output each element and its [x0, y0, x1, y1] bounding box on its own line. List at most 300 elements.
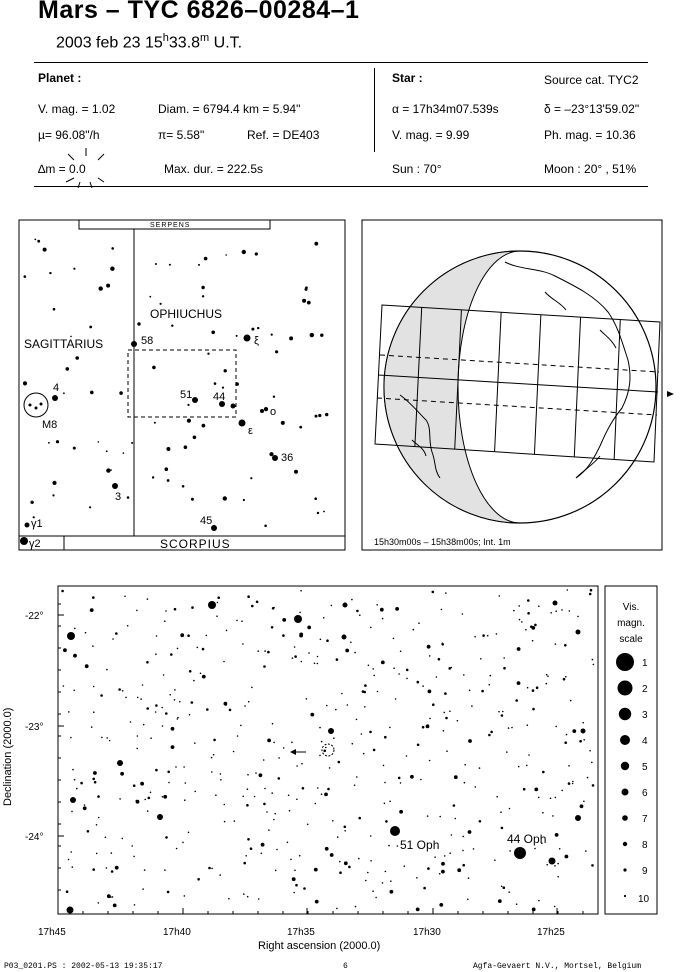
field-star — [496, 633, 498, 635]
field-star — [216, 615, 218, 617]
field-star — [506, 751, 508, 753]
finder-star — [89, 326, 92, 329]
field-star — [385, 871, 387, 873]
finder-star — [318, 414, 321, 417]
field-star — [441, 862, 445, 866]
field-star — [400, 651, 402, 653]
finder-star — [223, 496, 227, 500]
field-star — [542, 812, 544, 814]
field-star — [106, 867, 108, 869]
field-star-bright — [67, 907, 74, 914]
star-ra: α = 17h34m07.539s — [392, 102, 499, 116]
field-star — [442, 643, 444, 645]
field-star — [468, 830, 472, 834]
field-star — [73, 654, 77, 658]
field-star — [389, 801, 391, 803]
field-star — [146, 661, 149, 664]
field-star — [74, 779, 76, 781]
finder-star — [110, 469, 112, 471]
field-star — [568, 782, 571, 785]
field-star-bright — [575, 815, 581, 821]
y-tick-label: -23° — [25, 722, 44, 733]
field-star — [532, 640, 534, 642]
finder-star — [106, 468, 110, 472]
finder-star — [269, 452, 273, 456]
m8-nebula-circle — [24, 393, 48, 417]
field-star — [557, 863, 559, 865]
field-star — [167, 771, 170, 774]
field-star — [490, 675, 492, 677]
field-star-bright — [70, 797, 76, 803]
field-star — [171, 745, 175, 749]
field-star — [267, 739, 271, 743]
planet-motion: µ= 96.08"/h — [38, 128, 100, 142]
legend-dot — [621, 762, 629, 770]
field-star — [555, 610, 557, 612]
star-heading: Star : — [392, 71, 423, 85]
field-star — [503, 657, 505, 659]
legend-dot — [623, 842, 627, 846]
field-star — [356, 610, 359, 613]
field-star — [291, 742, 293, 744]
field-star — [336, 658, 339, 661]
field-star — [294, 870, 296, 872]
legend-mag-label: 2 — [642, 684, 648, 695]
field-star — [389, 727, 391, 729]
field-star — [566, 734, 568, 736]
finder-star — [192, 397, 198, 403]
field-star — [131, 845, 133, 847]
finder-star — [152, 366, 156, 370]
finder-star — [315, 415, 318, 418]
field-star — [278, 757, 280, 759]
field-star — [546, 864, 548, 866]
field-star — [162, 796, 164, 798]
field-star — [101, 737, 103, 739]
field-star — [175, 766, 177, 768]
label-36: 36 — [281, 452, 294, 464]
field-star — [519, 619, 521, 621]
finder-star — [127, 496, 130, 499]
field-star — [220, 779, 222, 781]
field-star — [233, 751, 235, 753]
label-51: 51 — [180, 389, 193, 401]
finder-star — [52, 395, 58, 401]
star-vmag: V. mag. = 9.99 — [392, 128, 470, 142]
finder-chart — [19, 220, 345, 551]
finder-star — [63, 392, 65, 394]
field-star — [299, 612, 301, 614]
field-star — [439, 873, 441, 875]
field-star — [555, 726, 557, 728]
detail-chart — [2, 586, 598, 952]
legend-mag-label: 1 — [642, 658, 648, 669]
field-star — [184, 799, 186, 801]
field-star — [502, 711, 504, 713]
field-star — [444, 855, 446, 857]
finder-star — [73, 447, 76, 450]
finder-star — [99, 286, 103, 290]
field-star — [338, 761, 341, 764]
field-star — [93, 686, 95, 688]
field-star — [324, 793, 328, 797]
field-star — [70, 737, 72, 739]
field-star — [261, 853, 263, 855]
legend-title-2: magn. — [617, 618, 645, 629]
field-star — [527, 599, 530, 602]
finder-star — [112, 483, 118, 489]
field-star — [547, 675, 549, 677]
field-star — [189, 670, 192, 673]
field-star — [395, 698, 397, 700]
magnitude-legend — [605, 586, 657, 914]
legend-title-3: scale — [619, 634, 643, 645]
field-stars — [61, 589, 594, 914]
field-star — [246, 804, 249, 807]
field-star — [323, 617, 325, 619]
footer-page-number: 6 — [343, 962, 348, 971]
field-star — [293, 892, 295, 894]
field-star — [283, 747, 285, 749]
field-star — [347, 704, 349, 706]
field-star — [454, 775, 458, 779]
field-star — [445, 592, 447, 594]
field-star — [167, 891, 170, 894]
field-star — [319, 727, 321, 729]
field-star — [370, 860, 372, 862]
field-star — [561, 609, 563, 611]
field-star — [370, 835, 372, 837]
field-star — [344, 826, 347, 829]
field-star — [372, 668, 374, 670]
field-star — [344, 830, 346, 832]
field-star — [356, 776, 358, 778]
finder-star — [275, 350, 278, 353]
field-star — [247, 838, 250, 841]
field-star — [213, 754, 215, 756]
field-star-bright — [208, 601, 216, 609]
field-star — [561, 790, 563, 792]
field-star — [583, 801, 585, 803]
field-star — [115, 632, 118, 635]
finder-star — [255, 252, 258, 255]
label-4: 4 — [53, 382, 60, 394]
field-star — [498, 711, 500, 713]
field-star — [568, 765, 570, 767]
finder-star — [204, 257, 208, 261]
field-star — [113, 904, 117, 908]
field-star — [110, 896, 112, 898]
y-tick-label: -24° — [25, 832, 44, 843]
field-star — [516, 903, 518, 905]
field-star-bright — [157, 814, 163, 820]
field-star — [258, 898, 260, 900]
field-star — [404, 865, 406, 867]
finder-star — [320, 334, 323, 337]
field-star — [526, 765, 528, 767]
field-star — [165, 610, 167, 612]
field-star — [592, 784, 595, 787]
field-star — [90, 608, 94, 612]
field-star — [63, 685, 65, 687]
field-star — [228, 898, 230, 900]
minute-unit: m — [200, 32, 210, 44]
field-star — [436, 676, 438, 678]
field-star — [406, 669, 409, 672]
field-star — [359, 614, 361, 616]
field-star — [479, 767, 481, 769]
star-dec: δ = –23°13'59.02" — [544, 102, 640, 116]
field-star — [163, 795, 167, 799]
field-star — [208, 867, 211, 870]
finder-star — [111, 247, 114, 250]
field-star — [579, 740, 582, 743]
field-star — [170, 653, 173, 656]
field-star — [155, 653, 157, 655]
y-tick-label: -22° — [25, 611, 44, 622]
field-star-bright — [553, 601, 558, 606]
field-star — [136, 610, 138, 612]
field-star — [564, 644, 567, 647]
field-star-bright — [514, 847, 526, 859]
finder-star — [201, 286, 204, 289]
field-star — [308, 652, 310, 654]
field-star — [542, 771, 545, 774]
field-star — [111, 870, 114, 873]
finder-star — [235, 382, 239, 386]
field-star — [400, 782, 402, 784]
field-star — [499, 595, 501, 597]
field-star — [211, 771, 213, 773]
field-star — [263, 665, 266, 668]
field-star — [319, 755, 321, 757]
field-star — [326, 705, 328, 707]
field-star — [501, 886, 503, 888]
field-star — [538, 900, 540, 902]
field-star — [572, 781, 574, 783]
finder-star — [40, 403, 43, 406]
finder-star — [24, 275, 27, 278]
finder-star — [155, 263, 157, 265]
field-star — [156, 635, 158, 637]
field-star — [148, 797, 151, 800]
field-star — [330, 853, 334, 857]
field-star — [555, 833, 559, 837]
field-star — [515, 699, 518, 702]
field-star — [133, 856, 135, 858]
field-star — [567, 589, 569, 591]
field-star — [63, 648, 67, 652]
field-star — [438, 658, 441, 661]
field-star — [250, 847, 253, 850]
field-star — [74, 628, 76, 630]
field-star — [384, 803, 386, 805]
field-star — [155, 711, 157, 713]
x-tick-label: 17h30 — [413, 927, 441, 938]
label-ophiuchus: OPHIUCHUS — [150, 307, 223, 321]
field-star — [508, 727, 510, 729]
finder-star — [23, 381, 27, 385]
field-star — [98, 902, 100, 904]
field-star — [93, 771, 97, 775]
field-star — [307, 626, 311, 630]
label-gamma1: γ1 — [31, 518, 43, 530]
finder-star — [242, 250, 246, 254]
field-star — [427, 815, 429, 817]
finder-star — [137, 322, 140, 325]
field-star — [462, 850, 464, 852]
field-star-bright — [342, 635, 347, 640]
event-date: 2003 feb 23 15 — [56, 34, 163, 52]
field-star — [427, 867, 430, 870]
field-star — [247, 774, 249, 776]
field-star — [146, 707, 149, 710]
finder-star — [222, 387, 224, 389]
finder-star — [53, 308, 56, 311]
field-star — [105, 837, 107, 839]
finder-star — [184, 445, 188, 449]
finder-star — [106, 284, 110, 288]
field-star — [302, 787, 305, 790]
field-star — [140, 782, 144, 786]
field-star — [591, 762, 593, 764]
field-star — [417, 744, 420, 747]
field-star — [345, 649, 349, 653]
field-star — [241, 620, 243, 622]
label-xi: ξ — [254, 335, 259, 347]
field-star — [143, 724, 145, 726]
field-star — [164, 869, 166, 871]
finder-star — [323, 511, 325, 513]
field-star — [213, 739, 216, 742]
field-star — [462, 864, 465, 867]
field-star — [449, 852, 451, 854]
field-star — [554, 865, 556, 867]
field-star — [317, 787, 319, 789]
field-star — [341, 693, 343, 695]
field-star — [68, 711, 70, 713]
field-star — [329, 767, 331, 769]
field-star — [382, 618, 384, 620]
x-tick-label: 17h40 — [163, 927, 191, 938]
field-star — [427, 645, 431, 649]
field-star-bright — [328, 728, 334, 734]
field-star — [420, 779, 422, 781]
legend-dots — [616, 653, 634, 897]
field-star — [112, 638, 114, 640]
field-star — [306, 698, 308, 700]
field-star — [370, 627, 372, 629]
field-star — [356, 719, 358, 721]
field-star — [521, 621, 523, 623]
legend-title-1: Vis. — [622, 602, 640, 613]
field-star — [206, 635, 208, 637]
finder-star — [48, 442, 50, 444]
finder-star — [154, 422, 156, 424]
label-serpens: SERPENS — [150, 222, 191, 229]
legend-dot — [616, 653, 634, 671]
finder-star — [110, 267, 114, 271]
legend-mag-label: 9 — [642, 866, 648, 877]
field-star — [577, 616, 579, 618]
finder-star — [314, 497, 317, 500]
field-star — [273, 742, 275, 744]
field-star — [68, 859, 70, 861]
field-star — [527, 612, 530, 615]
finder-star — [66, 367, 70, 371]
field-star — [202, 675, 206, 679]
moon-info: Moon : 20° , 51% — [544, 162, 637, 176]
finder-star — [310, 333, 314, 337]
finder-star — [30, 501, 33, 504]
field-star — [292, 657, 294, 659]
field-star — [263, 759, 265, 761]
field-star — [272, 607, 275, 610]
finder-star — [243, 499, 245, 501]
field-star — [546, 674, 548, 676]
field-star — [268, 829, 270, 831]
finder-star — [302, 299, 306, 303]
field-star — [224, 804, 226, 806]
field-star — [272, 723, 274, 725]
field-star — [202, 648, 205, 651]
field-star — [294, 655, 297, 658]
legend-mag-label: 10 — [638, 894, 650, 905]
field-star — [525, 629, 527, 631]
x-tick-label: 17h45 — [38, 927, 66, 938]
field-star — [197, 647, 199, 649]
field-star — [273, 819, 275, 821]
field-star — [194, 742, 196, 744]
field-star — [72, 866, 74, 868]
field-star — [136, 748, 138, 750]
field-star — [292, 877, 296, 881]
field-star — [174, 699, 176, 701]
field-star — [325, 747, 327, 749]
field-star — [434, 856, 436, 858]
field-star — [390, 890, 394, 894]
detail-field-box — [128, 350, 236, 417]
field-star — [469, 690, 471, 692]
legend-dot — [622, 815, 628, 821]
field-star — [301, 661, 303, 663]
field-star — [155, 704, 158, 707]
x-tick-label: 17h25 — [537, 927, 565, 938]
finder-star — [272, 455, 278, 461]
field-star — [453, 804, 456, 807]
legend-mag-label: 5 — [642, 762, 648, 773]
finder-star — [20, 537, 28, 545]
footer-file-info: P03_0201.PS : 2002-05-13 19:35:17 — [4, 962, 163, 971]
label-omicron: o — [270, 406, 277, 418]
finder-star — [56, 440, 59, 443]
field-star — [165, 712, 168, 715]
field-star — [83, 806, 87, 810]
field-star — [96, 853, 98, 855]
finder-star — [35, 407, 38, 410]
field-star — [554, 906, 556, 908]
field-star — [111, 852, 113, 854]
field-star — [120, 772, 124, 776]
field-star — [176, 848, 178, 850]
field-star — [550, 798, 552, 800]
finder-star — [260, 409, 264, 413]
finder-star — [169, 264, 171, 266]
finder-star — [98, 441, 100, 443]
field-star — [427, 724, 429, 726]
field-star — [97, 795, 100, 798]
field-star — [422, 726, 425, 729]
